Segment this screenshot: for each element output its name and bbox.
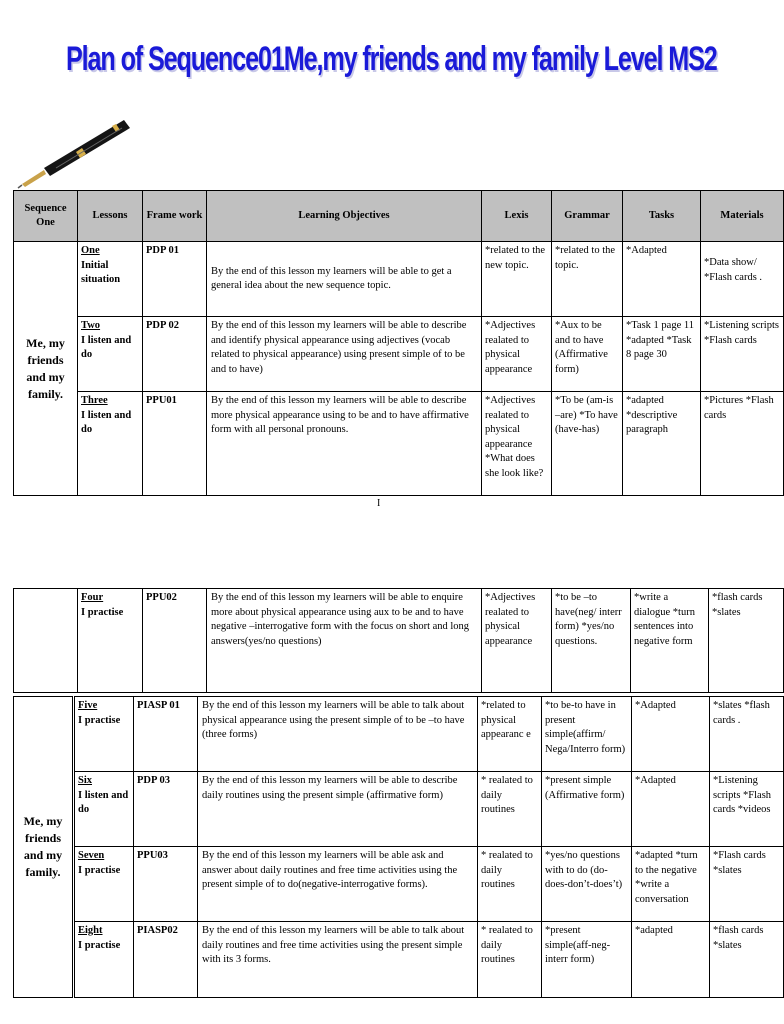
lesson-name: I practise [78, 864, 121, 876]
framework-cell: PDP 03 [134, 772, 198, 847]
lesson-cell [78, 392, 143, 496]
lesson-name: I listen and do [81, 409, 132, 435]
lesson-cell [78, 242, 143, 317]
lesson-plan-table-1 [13, 190, 784, 496]
materials-cell: *Listening scripts *Flash cards *videos [710, 772, 784, 847]
tasks-cell: *Adapted [632, 697, 710, 772]
header-lexis: Lexis [482, 191, 552, 242]
header-objectives: Learning Objectives [207, 191, 482, 242]
header-tasks: Tasks [623, 191, 701, 242]
framework-cell: PDP 02 [143, 317, 207, 392]
lesson-cell [78, 589, 143, 693]
materials-cell: *slates *flash cards . [710, 697, 784, 772]
materials-cell: *Listening scripts *Flash cards [701, 317, 784, 392]
lexis-cell: *Adjectives realated to physical appearance *What does she look like? [482, 392, 552, 496]
lesson-number: Seven [78, 850, 105, 861]
lexis-cell: *related to physical appearanc e [478, 697, 542, 772]
page-title: Plan of Sequence01Me,my friends and my family Level MS2 [66, 40, 717, 78]
grammar-cell: *to be –to have(neg/ interr form) *yes/no questions. [552, 589, 631, 693]
grammar-cell: *To be (am-is –are) *To have (have-has) [552, 392, 623, 496]
materials-cell: *flash cards *slates [710, 922, 784, 998]
tasks-cell: *adapted *descriptive paragraph [623, 392, 701, 496]
grammar-cell: *yes/no questions with to do (do-does-don’t-does’t) [542, 847, 632, 922]
lesson-number: Five [78, 700, 98, 711]
objective-cell: By the end of this lesson my learners will be able to get a general idea about the new sequence topic. [207, 242, 482, 317]
header-framework: Frame work [143, 191, 207, 242]
lesson-number: Eight [78, 925, 103, 936]
grammar-cell: *present simple(aff-neg-interr form) [542, 922, 632, 998]
framework-cell: PPU02 [143, 589, 207, 693]
sequence-blank-cell [14, 589, 78, 693]
cursor-marker: I [377, 498, 381, 509]
lesson-number: Two [81, 320, 101, 331]
lesson-number: Four [81, 592, 104, 603]
materials-cell: *Data show/ *Flash cards . [701, 242, 784, 317]
tasks-cell: *adapted *turn to the negative *write a conversation [632, 847, 710, 922]
grammar-cell: *to be-to have in present simple(affirm/ Nega/Interro form) [542, 697, 632, 772]
lesson-name: I listen and do [78, 789, 129, 815]
lesson-cell [74, 847, 134, 922]
objective-cell: By the end of this lesson my learners will be able to talk about daily routines and free time activities using the present simple with its 3 forms. [198, 922, 478, 998]
grammar-cell: *related to the topic. [552, 242, 623, 317]
tasks-cell: *write a dialogue *turn sentences into negative form [631, 589, 709, 693]
fountain-pen-icon [16, 108, 134, 190]
framework-cell: PIASP02 [134, 922, 198, 998]
objective-cell: By the end of this lesson my learners will be able to talk about physical appearance using the present simple of to be –to have (three forms) [198, 697, 478, 772]
lesson-number: Three [81, 395, 108, 406]
sequence-label: Me, my friends and my family. [14, 242, 78, 496]
lesson-number: Six [78, 775, 93, 786]
lesson-cell [74, 697, 134, 772]
objective-cell: By the end of this lesson my learners will be able to enquire more about physical appearance using aux to be and to have negative –interrogative form with the focus on short and long answers(yes/no questions) [207, 589, 482, 693]
lexis-cell: *related to the new topic. [482, 242, 552, 317]
tasks-cell: *Adapted [623, 242, 701, 317]
grammar-cell: *present simple (Affirmative form) [542, 772, 632, 847]
lexis-cell: * realated to daily routines [478, 772, 542, 847]
lexis-cell: * realated to daily routines [478, 847, 542, 922]
lesson-cell [74, 922, 134, 998]
sequence-label: Me, my friends and my family. [14, 697, 74, 998]
framework-cell: PDP 01 [143, 242, 207, 317]
lesson-number: One [81, 245, 100, 256]
lesson-name: I practise [78, 939, 121, 951]
lesson-name: I practise [81, 606, 124, 618]
header-materials: Materials [701, 191, 784, 242]
framework-cell: PPU03 [134, 847, 198, 922]
materials-cell: *Flash cards *slates [710, 847, 784, 922]
framework-cell: PIASP 01 [134, 697, 198, 772]
tasks-cell: *Task 1 page 11 *adapted *Task 8 page 30 [623, 317, 701, 392]
materials-cell: *flash cards *slates [709, 589, 784, 693]
objective-cell: By the end of this lesson my learners will be able ask and answer about daily routines and free time activities using the present simple of to do(negative-interrogative forms). [198, 847, 478, 922]
header-grammar: Grammar [552, 191, 623, 242]
lesson-name: Initial situation [81, 259, 121, 285]
grammar-cell: *Aux to be and to have (Affirmative form) [552, 317, 623, 392]
lesson-cell [78, 317, 143, 392]
header-lessons: Lessons [78, 191, 143, 242]
lexis-cell: *Adjectives realated to physical appearance [482, 589, 552, 693]
lesson-plan-table-3 [13, 696, 784, 998]
lexis-cell: *Adjectives realated to physical appearance [482, 317, 552, 392]
lexis-cell: * realated to daily routines [478, 922, 542, 998]
objective-cell: By the end of this lesson my learners will be able to describe more physical appearance using to be and to have affirmative form with all personal pronouns. [207, 392, 482, 496]
lesson-cell [74, 772, 134, 847]
objective-cell: By the end of this lesson my learners will be able to describe and identify physical appearance using adjectives (vocab related to physical appearance) using present simple of to be and to have) [207, 317, 482, 392]
tasks-cell: *Adapted [632, 772, 710, 847]
header-sequence: Sequence One [14, 191, 78, 242]
framework-cell: PPU01 [143, 392, 207, 496]
materials-cell: *Pictures *Flash cards [701, 392, 784, 496]
lesson-name: I listen and do [81, 334, 132, 360]
tasks-cell: *adapted [632, 922, 710, 998]
objective-cell: By the end of this lesson my learners will be able to describe daily routines using the present simple (affirmative form) [198, 772, 478, 847]
lesson-name: I practise [78, 714, 121, 726]
lesson-plan-table-2 [13, 588, 784, 693]
